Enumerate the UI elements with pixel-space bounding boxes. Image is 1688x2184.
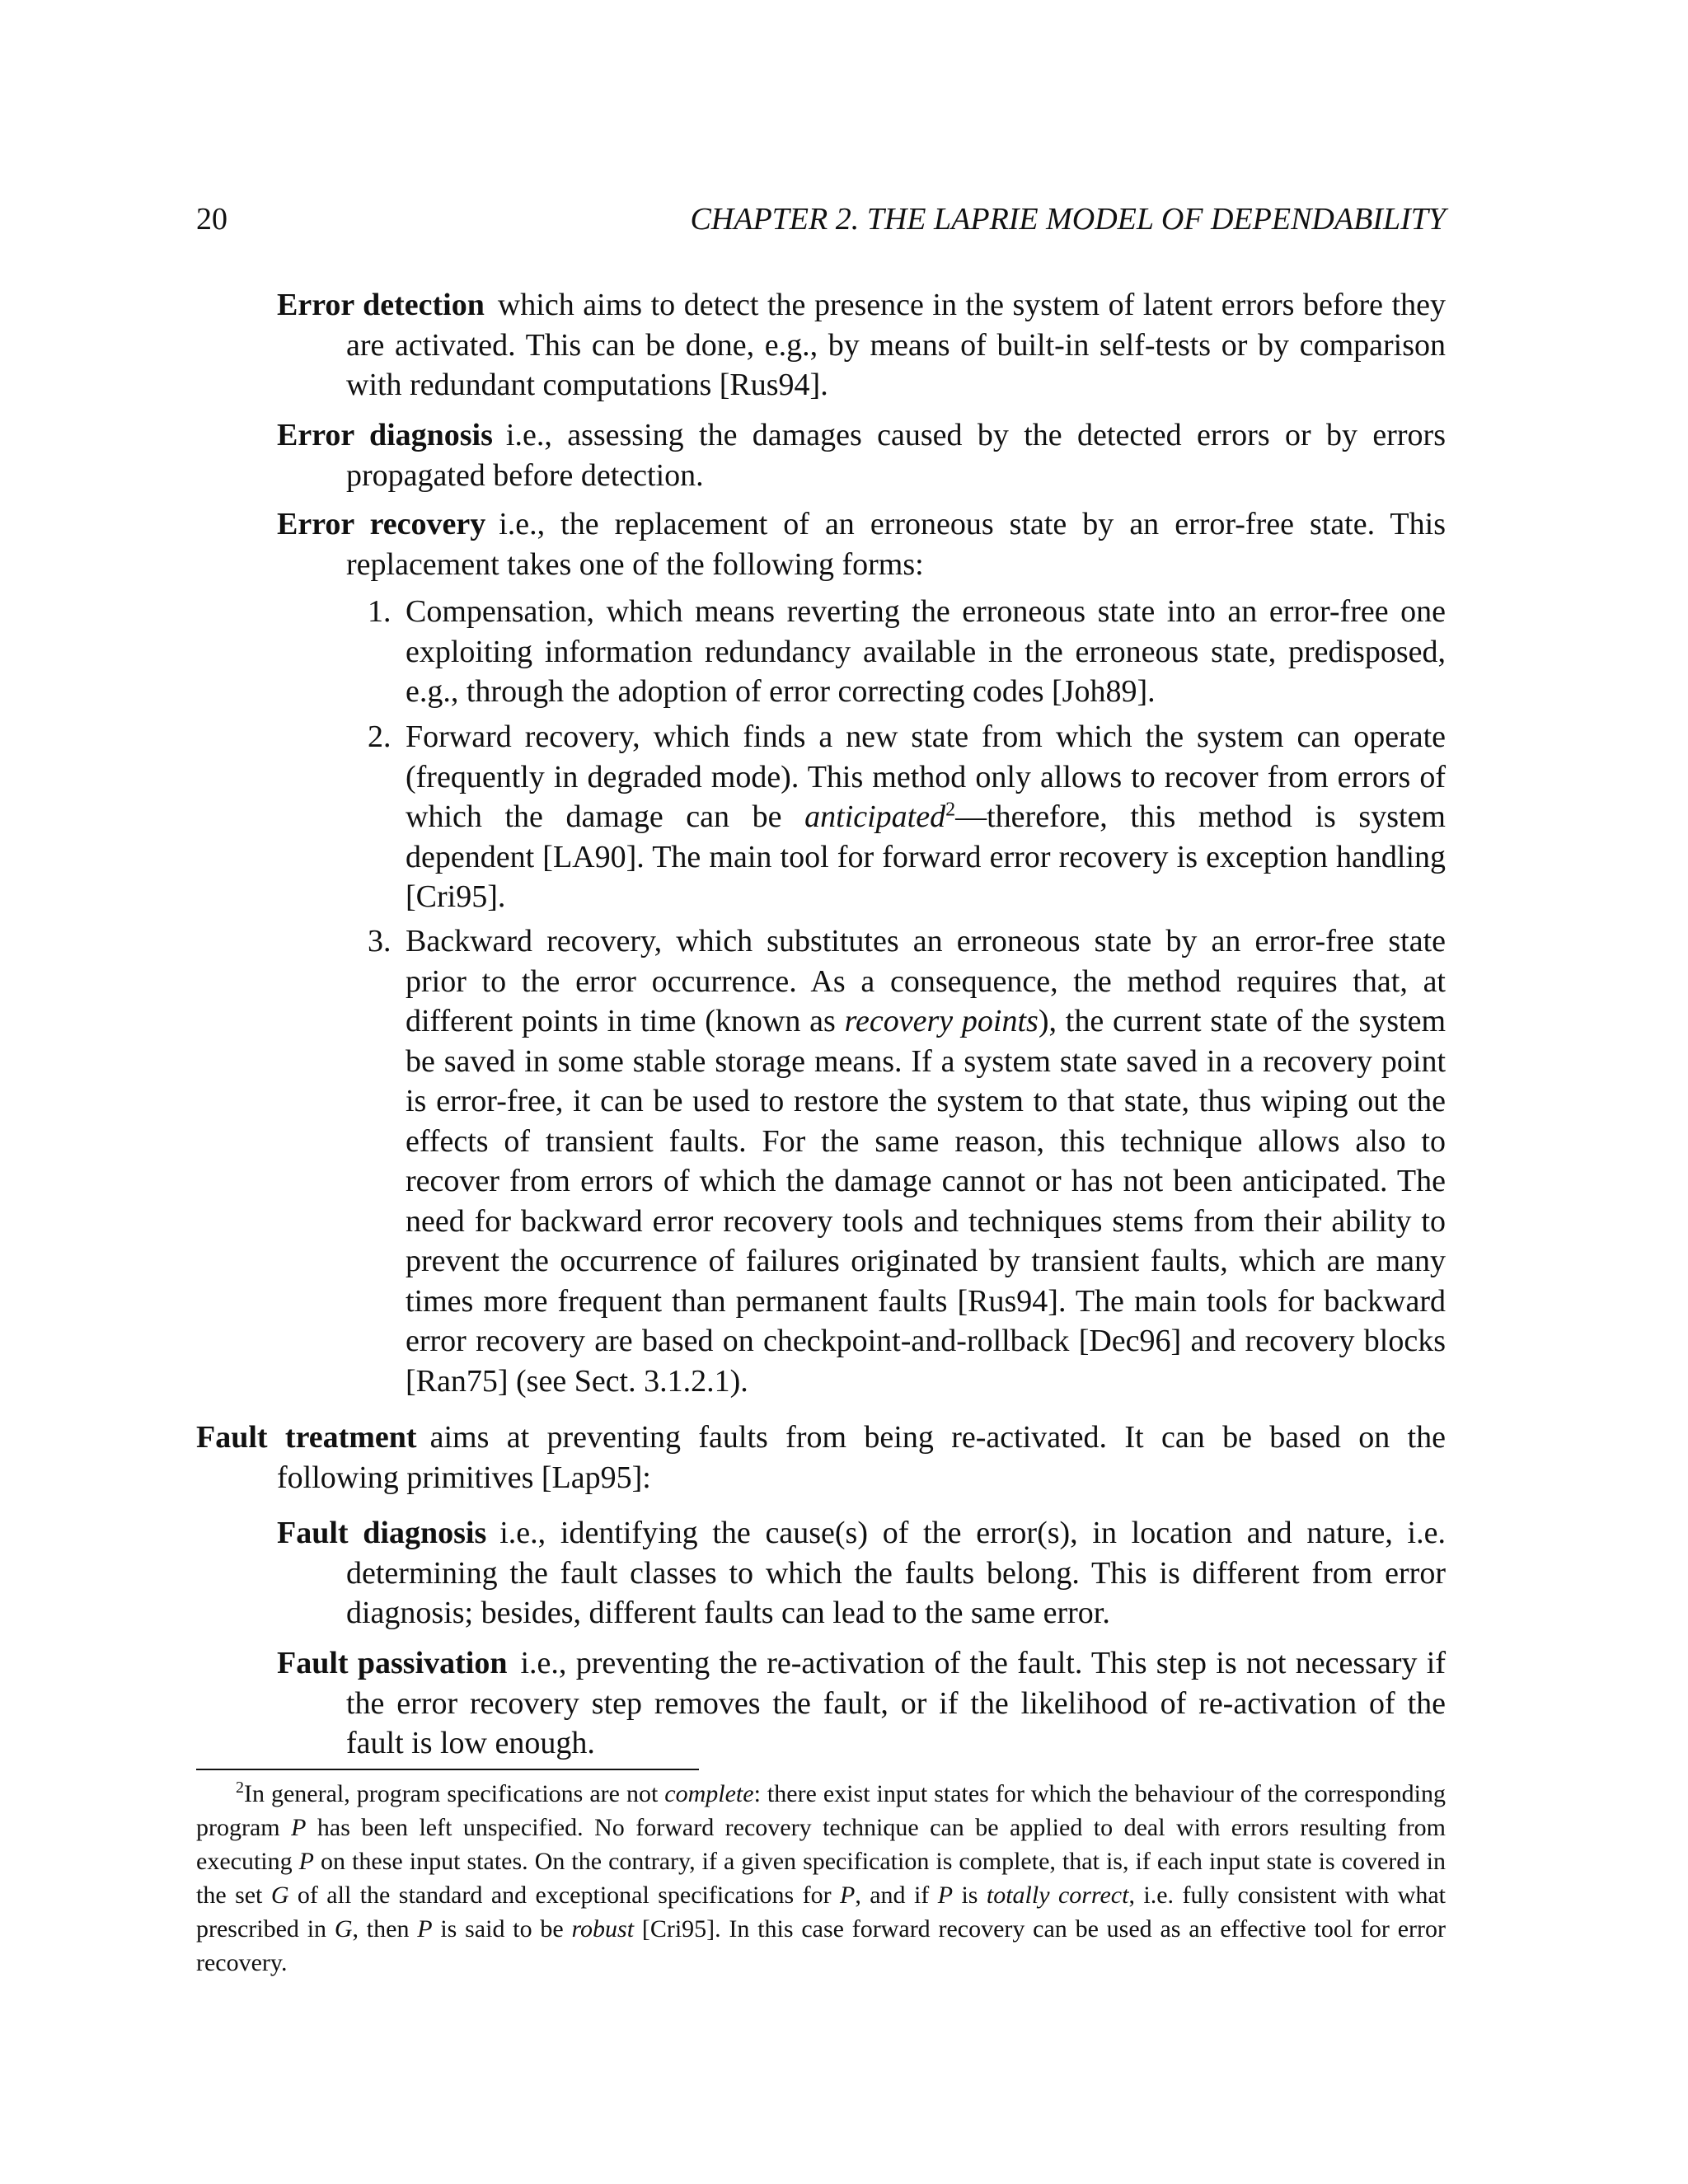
error-diagnosis-entry	[277, 415, 1446, 495]
fault-diagnosis-text: i.e., identifying the cause(s) of the error(s), in location and nature, i.e. determining the fault classes to which the faults belong. This is different from error diagnosis; besides, different faults can lead to the same error.	[346, 1516, 1446, 1630]
error-detection-entry	[277, 285, 1446, 405]
footnote-text: on these input states. On the contrary, if a given specification is complete, that is, if each input state is covered in the set	[196, 1848, 1446, 1909]
error-diagnosis-term: Error diagnosis	[277, 418, 493, 452]
footnote-math: P	[937, 1882, 954, 1909]
recovery-form-1	[368, 592, 1446, 712]
fault-diagnosis-term: Fault diagnosis	[277, 1516, 487, 1550]
running-title: CHAPTER 2. THE LAPRIE MODEL OF DEPENDABILITY	[690, 202, 1446, 237]
recovery-form-2	[368, 717, 1446, 917]
fault-treatment-entry	[196, 1418, 1446, 1497]
page-header	[196, 196, 1446, 242]
emphasis-anticipated: anticipated	[804, 799, 946, 834]
fault-diagnosis-entry	[277, 1513, 1446, 1633]
enum-text-cont: ), the current state of the system be saved in some stable storage means. If a system state saved in a recovery point is error-free, it can be used to restore the system to that state, thus wiping out the effects of transient faults. For the same reason, this technique allows also to recover from errors of which the damage cannot or has not been anticipated. The need for backward error recovery tools and techniques stems from their ability to prevent the occurrence of failures originated by transient faults, which are many times more frequent than permanent faults [Rus94]. The main tools for backward error recovery are based on checkpoint-and-rollback [Dec96] and recovery blocks [Ran75] (see Sect. 3.1.2.1).	[406, 1004, 1447, 1399]
page-number: 20	[196, 202, 227, 237]
footnote-text: , i.e. fully consistent with what prescribed in	[196, 1882, 1446, 1943]
footnote-text: is	[953, 1882, 987, 1909]
footnote-emphasis: complete	[664, 1780, 754, 1807]
error-recovery-term: Error recovery	[277, 507, 486, 541]
error-detection-text: which aims to detect the presence in the system of latent errors before they are activated. This can be done, e.g., by means of built-in self-tests or by comparison with redundant computations [Rus94].	[346, 288, 1446, 402]
enum-number: 1.	[368, 594, 392, 629]
fault-passivation-entry	[277, 1643, 1446, 1764]
footnote-marker[interactable]: 2	[945, 799, 956, 821]
footnote-math: G	[334, 1915, 353, 1943]
enum-text: Compensation, which means reverting the erroneous state into an error-free one exploiting information redundancy available in the erroneous state, predisposed, e.g., through the adoption of error correcting codes [Joh89].	[406, 594, 1446, 709]
error-recovery-text: i.e., the replacement of an erroneous state by an error-free state. This replacement takes one of the following forms:	[346, 507, 1446, 582]
footnote-math: G	[270, 1882, 289, 1909]
fault-passivation-term: Fault passivation	[277, 1646, 508, 1680]
footnote-rule	[196, 1769, 699, 1770]
error-recovery-entry	[277, 504, 1446, 584]
footnote-text: [Cri95]. In this case forward recovery can be used as an effective tool for error recovery.	[196, 1915, 1446, 1976]
enum-text: Forward recovery, which finds a new state from which the system can operate (frequently in degraded mode). This method only allows to recover from errors of which the damage can be	[406, 719, 1446, 834]
enum-text-cont: —therefore, this method is system dependent [LA90]. The main tool for forward error recovery is exception handling [Cri95].	[406, 799, 1446, 914]
footnote-math: P	[291, 1814, 307, 1841]
error-detection-term: Error detection	[277, 288, 485, 322]
fault-passivation-text: i.e., preventing the re-activation of the fault. This step is not necessary if the error recovery step removes the fault, or if the likelihood of re-activation of the fault is low enough.	[346, 1646, 1446, 1760]
footnote-mark: 2	[236, 1779, 244, 1797]
fault-treatment-text: aims at preventing faults from being re-activated. It can be based on the following primitives [Lap95]:	[277, 1420, 1446, 1495]
error-diagnosis-text: i.e., assessing the damages caused by the detected errors or by errors propagated before detection.	[346, 418, 1447, 493]
footnote-math: P	[417, 1915, 433, 1943]
emphasis-recovery-points: recovery points	[844, 1004, 1039, 1038]
footnote-text: of all the standard and exceptional specifications for	[288, 1882, 840, 1909]
enum-text: Backward recovery, which substitutes an erroneous state by an error-free state prior to the error occurrence. As a consequence, the method requires that, at different points in time (known as	[406, 924, 1446, 1038]
recovery-form-3	[368, 921, 1447, 1401]
footnote-math: P	[839, 1882, 856, 1909]
footnote-emphasis: robust	[571, 1915, 635, 1943]
fault-treatment-term: Fault treatment	[196, 1420, 417, 1455]
footnote-2	[196, 1777, 1446, 1980]
enum-number: 3.	[368, 924, 392, 958]
footnote-text: : there exist input states for which the behaviour of the corresponding program	[196, 1780, 1447, 1841]
footnote-text: is said to be	[432, 1915, 572, 1943]
footnote-math: P	[298, 1848, 314, 1875]
footnote-text: , and if	[855, 1882, 938, 1909]
footnote-emphasis: totally correct	[986, 1882, 1129, 1909]
footnote-text: In general, program specifications are not	[244, 1780, 665, 1807]
footnote-text: has been left unspecified. No forward recovery technique can be applied to deal with errors resulting from executing	[196, 1814, 1446, 1875]
enum-number: 2.	[368, 719, 392, 754]
footnote-text: , then	[352, 1915, 418, 1943]
